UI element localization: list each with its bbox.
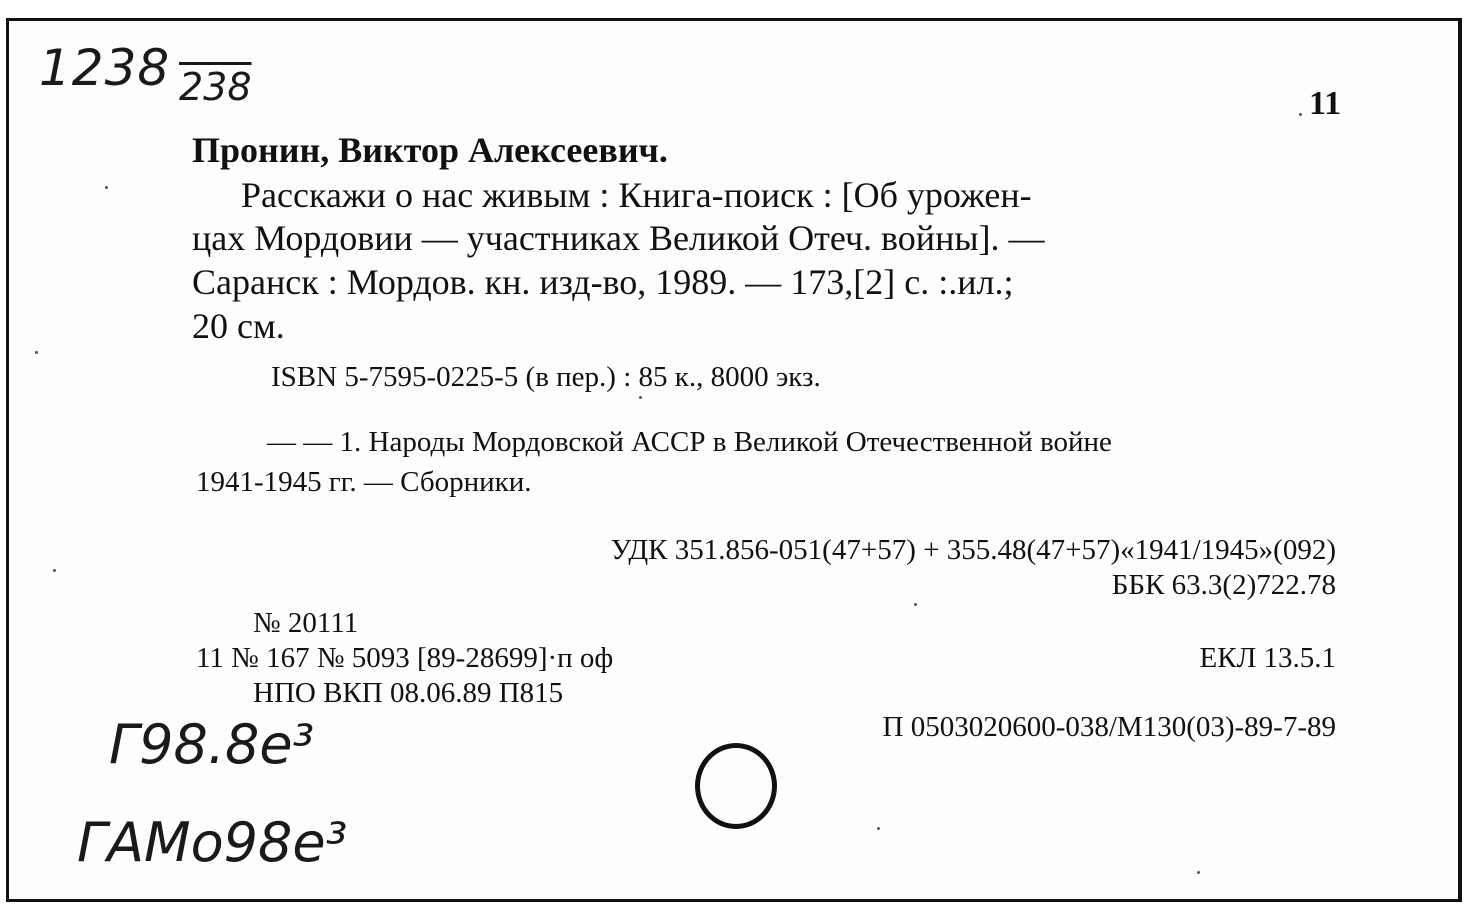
ekl-code: ЕКЛ 13.5.1 — [1199, 642, 1336, 674]
handwritten-inventory-number-alt: 238 — [179, 65, 252, 109]
speck — [877, 827, 880, 830]
description-line: 20 см. — [192, 306, 285, 346]
speck — [53, 569, 56, 572]
registry-number: № 20111 — [253, 607, 359, 639]
printer-line: НПО ВКП 08.06.89 П815 — [253, 677, 564, 709]
price-code: П 0503020600-038/М130(03)-89-7-89 — [882, 711, 1336, 743]
subject-heading-line: — — 1. Народы Мордовской АССР в Великой Отечественной войне — [267, 426, 1112, 458]
description-line: цах Мордовии — участниках Великой Отеч. войны]. — — [192, 218, 1045, 258]
speck — [35, 351, 38, 354]
udk-classification: УДК 351.856-051(47+57) + 355.48(47+57)«1941/1945»(092) — [610, 534, 1336, 566]
description-line: Саранск : Мордов. кн. изд-во, 1989. — 173,[2] с. :.ил.; — [192, 262, 1014, 302]
bbk-classification: ББК 63.3(2)722.78 — [1111, 569, 1336, 601]
print-order-line: 11 № 167 № 5093 [89-28699]·п оф — [196, 642, 614, 674]
speck — [105, 186, 108, 189]
speck — [1197, 871, 1200, 874]
description-line: Расскажи о нас живым : Книга-поиск : [Об урожен- — [241, 175, 1032, 215]
speck — [914, 603, 917, 606]
handwritten-shelf-mark-alt: ГАМо98е³ — [77, 811, 348, 874]
speck — [639, 396, 642, 399]
catalog-card — [6, 18, 1462, 902]
speck — [1299, 113, 1302, 116]
author-heading: Пронин, Виктор Алексеевич. — [192, 130, 668, 170]
subject-heading-line: 1941-1945 гг. — Сборники. — [196, 466, 532, 498]
card-number: 11 — [1309, 85, 1342, 122]
handwritten-inventory-number: 1238 — [39, 39, 171, 97]
punch-hole-circle — [695, 743, 777, 829]
isbn-line: ISBN 5-7595-0225-5 (в пер.) : 85 к., 8000 экз. — [271, 361, 821, 393]
handwritten-shelf-mark: Г98.8е³ — [109, 713, 315, 776]
